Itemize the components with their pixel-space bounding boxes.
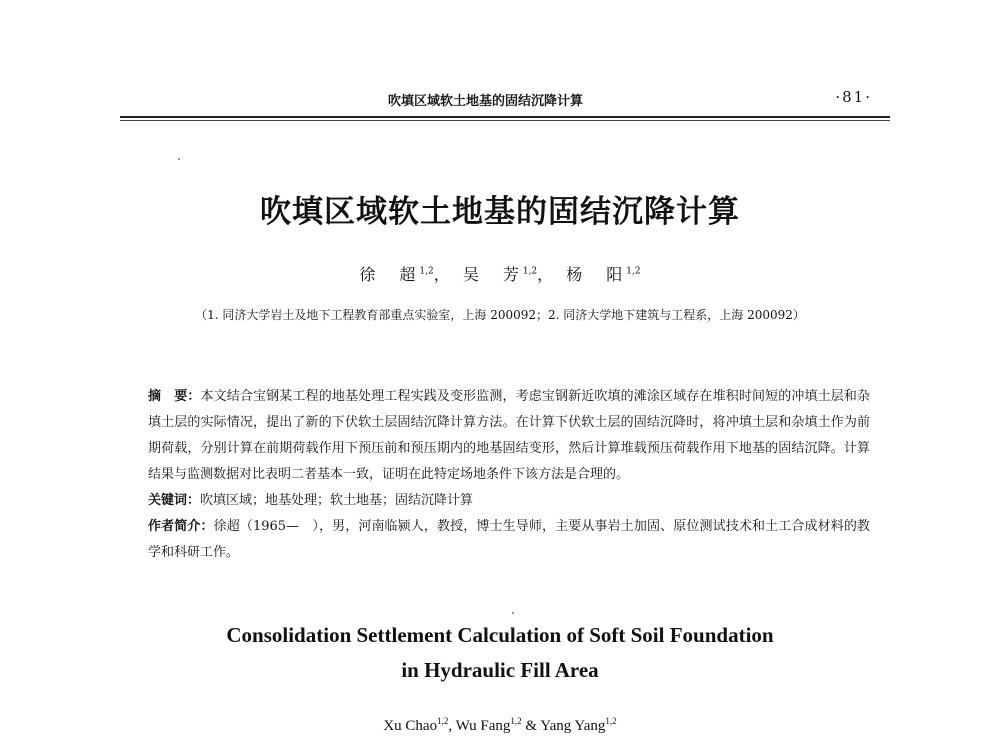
scan-speck xyxy=(512,612,514,614)
header-rule-thick xyxy=(120,116,890,118)
scan-speck xyxy=(178,158,180,160)
authors-en xyxy=(0,716,1000,735)
abstract-block xyxy=(148,384,870,566)
author-bio-label: 作者简介： xyxy=(148,519,214,534)
author-cn: 吴 芳$^{1,2}$， xyxy=(462,265,558,284)
author-cn: 杨 阳$^{1,2}$ xyxy=(566,265,641,284)
abstract xyxy=(148,384,870,488)
running-title: 吹填区域软土地基的固结沉降计算 xyxy=(388,94,584,109)
author-en: Yang Yang$^{1,2}$ xyxy=(540,716,617,734)
page-number: ·81· xyxy=(835,88,872,106)
keywords xyxy=(148,488,870,514)
author-bio xyxy=(148,514,870,566)
authors-cn xyxy=(0,262,1000,285)
paper-title-en-line1: Consolidation Settlement Calculation of Soft Soil Foundation xyxy=(226,623,774,647)
paper-title-en-line2: in Hydraulic Fill Area xyxy=(401,658,599,682)
keywords-label: 关键词： xyxy=(148,493,201,508)
keywords-text: 吹填区域；地基处理；软土地基；固结沉降计算 xyxy=(200,493,474,508)
author-en: Wu Fang$^{1,2}$ & xyxy=(455,716,541,734)
abstract-text: 本文结合宝钢某工程的地基处理工程实践及变形监测，考虑宝钢新近吹填的滩涂区域存在堆积时间短的冲填土层和杂填土层的实际情况，提出了新的下伏软土层固结沉降计算方法。在计算下伏软土层的固结沉降时，将冲填土层和杂填土作为前期荷载，分别计算在前期荷载作用下预压前和预压期内的地基固结变形，然后计算堆载预压荷载作用下地基的固结沉降。计算结果与监测数据对比表明二者基本一致，证明在此特定场地条件下该方法是合理的。 xyxy=(148,389,870,482)
paper-title-cn: 吹填区域软土地基的固结沉降计算 xyxy=(260,194,740,230)
header-rule-thin xyxy=(120,120,890,121)
abstract-label: 摘 要： xyxy=(148,389,201,404)
affiliation-cn: （1. 同济大学岩土及地下工程教育部重点实验室，上海 200092；2. 同济大学地下建筑与工程系，上海 200092） xyxy=(195,308,805,322)
author-en: Xu Chao$^{1,2}$, xyxy=(383,716,456,734)
author-bio-text: 徐超（1965— ），男，河南临颍人，教授，博士生导师，主要从事岩土加固、原位测试技术和土工合成材料的教学和科研工作。 xyxy=(148,519,870,560)
paper-title-en xyxy=(0,618,1000,688)
author-cn: 徐 超$^{1,2}$， xyxy=(359,265,454,284)
running-header xyxy=(120,84,890,112)
